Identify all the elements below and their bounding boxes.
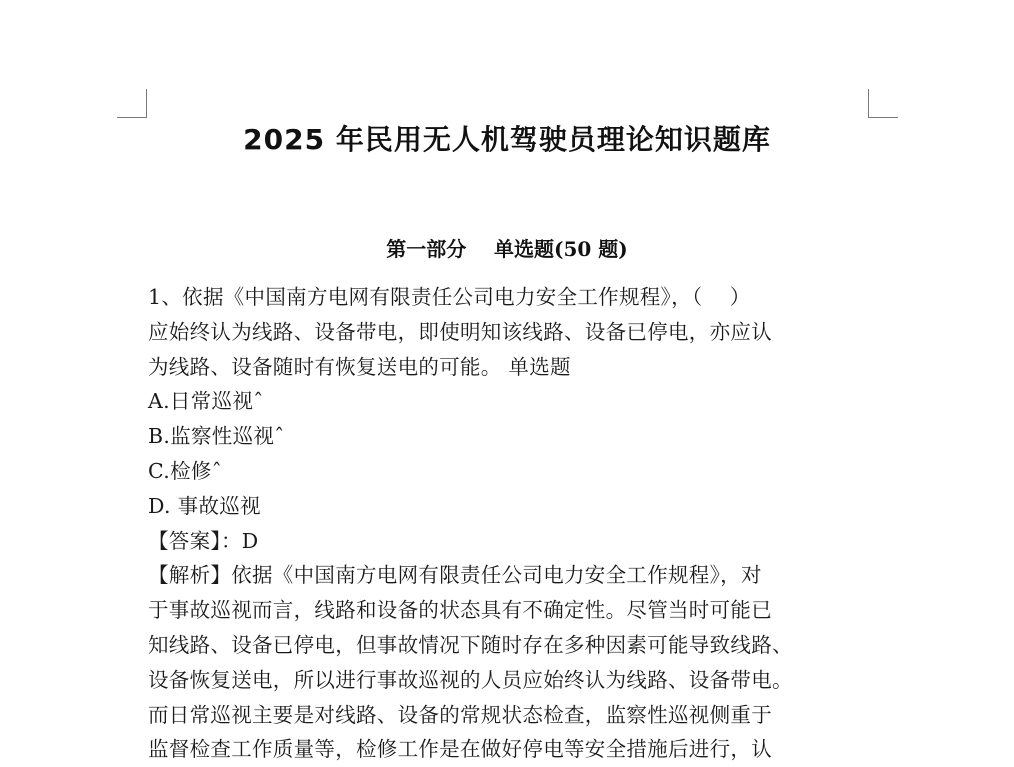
answer-line: 【答案】：D	[148, 528, 259, 553]
analysis-line: 监督检查工作质量等，检修工作是在做好停电等安全措施后进行，认	[148, 737, 772, 762]
page-corner-mark-top-right	[868, 89, 898, 118]
option-d: D. 事故巡视	[148, 493, 261, 518]
analysis-line: 设备恢复送电，所以进行事故巡视的人员应始终认为线路、设备带电。	[148, 667, 793, 692]
option-a: A.日常巡视ˆ	[148, 389, 264, 414]
analysis-line: 知线路、设备已停电，但事故情况下随时存在多种因素可能导致线路、	[148, 632, 793, 657]
analysis-line: 于事故巡视而言，线路和设备的状态具有不确定性。尽管当时可能已	[148, 598, 772, 623]
analysis-line: 而日常巡视主要是对线路、设备的常规状态检查，监察性巡视侧重于	[148, 702, 772, 727]
question-stem-line: 为线路、设备随时有恢复送电的可能。 单选题	[148, 354, 571, 379]
section-heading: 第一部分 单选题(50 题)	[386, 237, 628, 261]
option-c: C.检修ˆ	[148, 458, 223, 483]
option-b: B.监察性巡视ˆ	[148, 424, 285, 449]
document-title: 2025 年民用无人机驾驶员理论知识题库	[243, 123, 771, 156]
question-stem-line: 应始终认为线路、设备带电，即使明知该线路、设备已停电，亦应认	[148, 319, 772, 344]
question-block	[148, 280, 908, 767]
question-stem-line: 1、依据《中国南方电网有限责任公司电力安全工作规程》，（ ）	[148, 285, 751, 309]
page-corner-mark-top-left	[117, 89, 147, 118]
analysis-line: 【解析】依据《中国南方电网有限责任公司电力安全工作规程》，对	[148, 563, 762, 588]
